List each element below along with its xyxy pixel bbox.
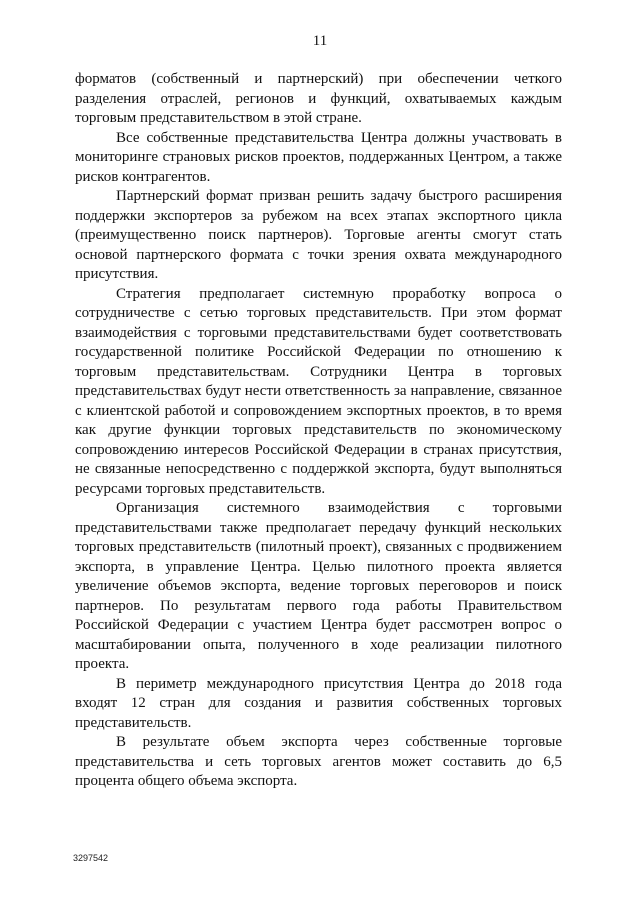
paragraph-3: Партнерский формат призван решить задачу быстрого расширения поддержки экспортеров за рубежом на всех этапах экспортного цикла (преимущественно поиск партнеров). Торговые агенты смогут стать основой партнерского формата с точки зрения охвата международного присутствия. bbox=[75, 188, 562, 282]
paragraph-5: Организация системного взаимодействия с торговыми представительствами также предполагает передачу функций нескольких торговых представительств (пилотный проект), связанных с продвижением экспорта, в управление Центра. Целью пилотного проекта является увеличение объемов экспорта, ведение торговых переговоров и поиск партнеров. По результатам первого года работы Правительством Российской Федерации с участием Центра будет рассмотрен вопрос о масштабировании опыта, полученного в ходе реализации пилотного проекта. bbox=[75, 500, 562, 672]
paragraph-6: В периметр международного присутствия Центра до 2018 года входят 12 стран для создания и развития собственных торговых представительств. bbox=[75, 675, 562, 731]
document-body bbox=[75, 70, 562, 792]
paragraph-7: В результате объем экспорта через собственные торговые представительства и сеть торговых агентов может составить до 6,5 процента общего объема экспорта. bbox=[75, 734, 562, 789]
paragraph-1: форматов (собственный и партнерский) при обеспечении четкого разделения отраслей, регионов и функций, охватываемых каждым торговым представительством в этой стране. bbox=[75, 71, 562, 126]
paragraph-4: Стратегия предполагает системную проработку вопроса о сотрудничестве с сетью торговых представительств. При этом формат взаимодействия с торговыми представительствами будет соответствовать государственной политике Российской Федерации по отношению к торговым представительствам. Сотрудники Центра в торговых представительствах будут нести ответственность за направление, связанное с клиентской работой и сопровождением экспортных проектов, в то время как другие функции торговых представительств по экономическому сопровождению интересов Российской Федерации в странах присутствия, не связанные непосредственно с поддержкой экспорта, будут выполняться ресурсами торговых представительств. bbox=[75, 285, 562, 497]
paragraph-2: Все собственные представительства Центра должны участвовать в мониторинге страновых рисков проектов, поддержанных Центром, а также рисков контрагентов. bbox=[75, 129, 562, 185]
page-number: 11 bbox=[312, 33, 328, 49]
document-code: 3297542 bbox=[73, 853, 109, 863]
